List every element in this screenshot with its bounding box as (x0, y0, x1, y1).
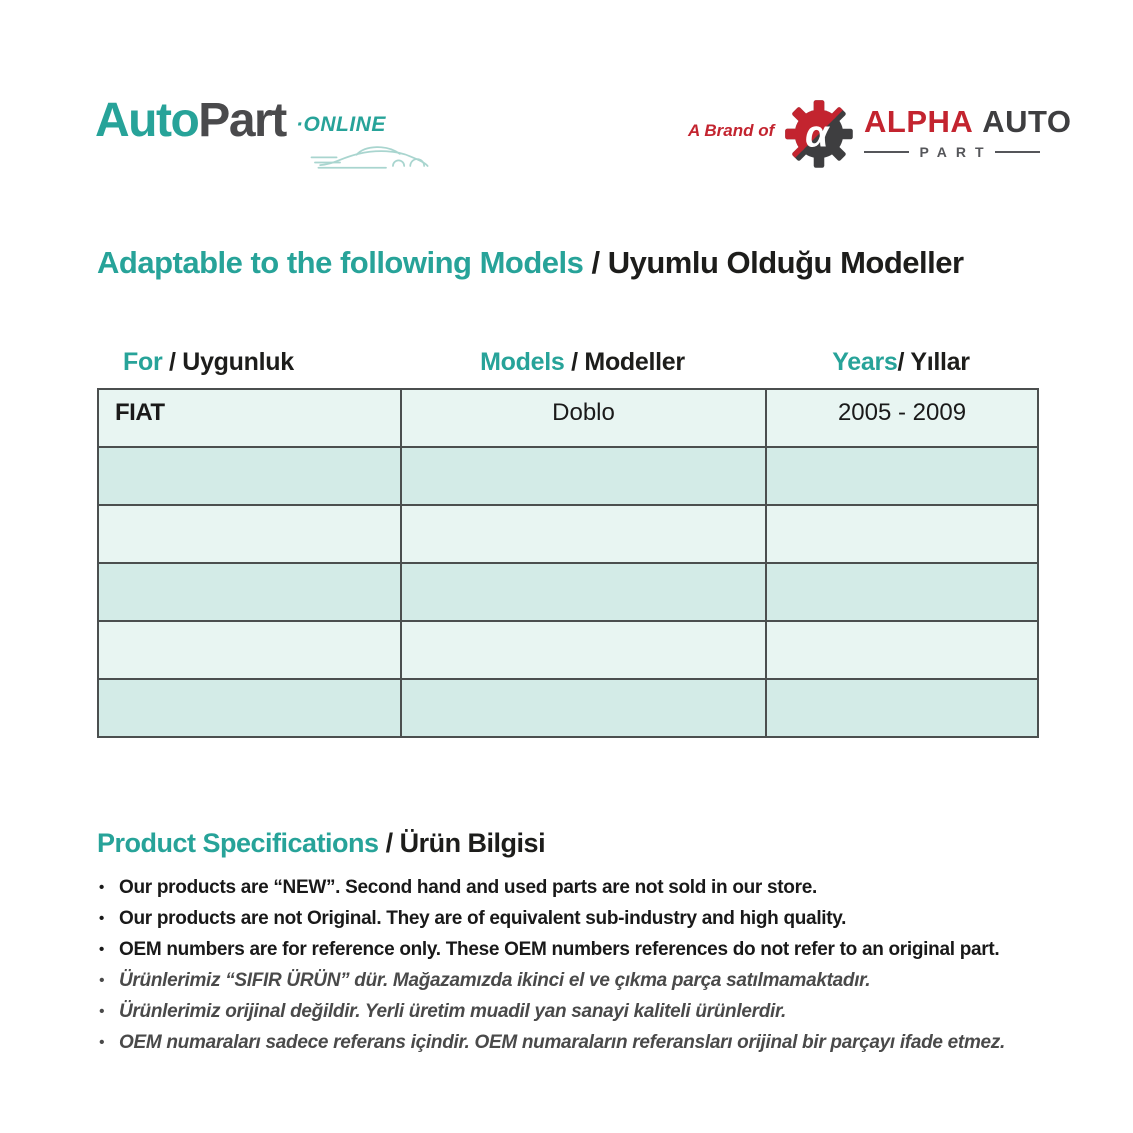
table-row (98, 679, 1038, 737)
car-silhouette-icon (308, 133, 438, 173)
list-item (99, 908, 1069, 930)
bullet-icon: • (99, 910, 104, 927)
bullet-icon: • (99, 941, 104, 958)
list-item (99, 939, 1069, 961)
brand-prefix-text: A Brand of (688, 121, 775, 140)
part-rule-right (995, 151, 1040, 153)
logo-auto-text: Auto (95, 94, 199, 147)
table-row (98, 621, 1038, 679)
fitment-table (97, 388, 1039, 738)
cell-make (98, 505, 401, 563)
cell-make: FIAT (98, 389, 401, 447)
brand-part-row (864, 144, 1040, 160)
brand-alpha-text: ALPHA (864, 104, 974, 139)
alpha-auto-wordmark (864, 104, 1072, 140)
models-title-en: Adaptable to the following Models (97, 245, 584, 280)
column-header-years (765, 348, 1037, 377)
alpha-symbol: α (805, 113, 829, 156)
cell-make (98, 679, 401, 737)
cell-make (98, 563, 401, 621)
cell-model (401, 505, 766, 563)
list-item (99, 1001, 1069, 1023)
cell-model (401, 679, 766, 737)
bullet-text: OEM numaraları sadece referans içindir. OEM numaraların referansları orijinal bir parçayı ifade etmez. (119, 1032, 1005, 1053)
cell-years (766, 505, 1038, 563)
bullet-icon: • (99, 1034, 104, 1051)
bullet-text: Ürünlerimiz orijinal değildir. Yerli üretim muadil yan sanayi kaliteli ürünlerdir. (119, 1001, 786, 1022)
table-row (98, 389, 1038, 447)
col2-en: Models (480, 348, 565, 376)
bullet-text: OEM numbers are for reference only. These OEM numbers references do not refer to an original part. (119, 939, 1000, 960)
models-title-tr: / Uyumlu Olduğu Modeller (583, 245, 964, 280)
list-item (99, 970, 1069, 992)
autopart-online-logo (95, 94, 455, 177)
list-item (99, 1032, 1069, 1054)
bullet-icon: • (99, 1003, 104, 1020)
cell-years (766, 447, 1038, 505)
table-row (98, 505, 1038, 563)
table-row (98, 447, 1038, 505)
alpha-gear-icon (781, 96, 857, 172)
spec-bullet-list (99, 877, 1069, 1063)
logo-part-text: Part (198, 94, 286, 147)
cell-years (766, 679, 1038, 737)
cell-years (766, 563, 1038, 621)
logo-online-text: ·ONLINE (296, 113, 386, 136)
list-item (99, 877, 1069, 899)
cell-model (401, 563, 766, 621)
column-header-models (400, 348, 765, 377)
col1-en: For (123, 348, 163, 376)
bullet-icon: • (99, 879, 104, 896)
specs-title-tr: / Ürün Bilgisi (378, 828, 546, 858)
cell-years (766, 621, 1038, 679)
cell-make (98, 447, 401, 505)
brand-auto-text: AUTO (982, 104, 1072, 139)
bullet-text: Our products are “NEW”. Second hand and used parts are not sold in our store. (119, 877, 817, 898)
cell-years: 2005 - 2009 (766, 389, 1038, 447)
models-section-title (97, 245, 964, 281)
bullet-text: Our products are not Original. They are of equivalent sub-industry and high quality. (119, 908, 847, 929)
col3-tr: / Yıllar (897, 348, 970, 376)
specs-section-title (97, 828, 545, 859)
bullet-icon: • (99, 972, 104, 989)
fitment-table-header (97, 348, 1037, 377)
specs-title-en: Product Specifications (97, 828, 379, 858)
cell-model (401, 621, 766, 679)
table-row (98, 563, 1038, 621)
col3-en: Years (832, 348, 898, 376)
column-header-for (97, 348, 400, 377)
col2-tr: / Modeller (564, 348, 685, 376)
cell-model: Doblo (401, 389, 766, 447)
cell-make (98, 621, 401, 679)
alpha-auto-brand (688, 95, 1072, 185)
col1-tr: / Uygunluk (162, 348, 294, 376)
brand-part-text: PART (919, 144, 993, 160)
cell-model (401, 447, 766, 505)
bullet-text: Ürünlerimiz “SIFIR ÜRÜN” dür. Mağazamızda ikinci el ve çıkma parça satılmamaktadır. (119, 970, 871, 991)
part-rule-left (864, 151, 909, 153)
